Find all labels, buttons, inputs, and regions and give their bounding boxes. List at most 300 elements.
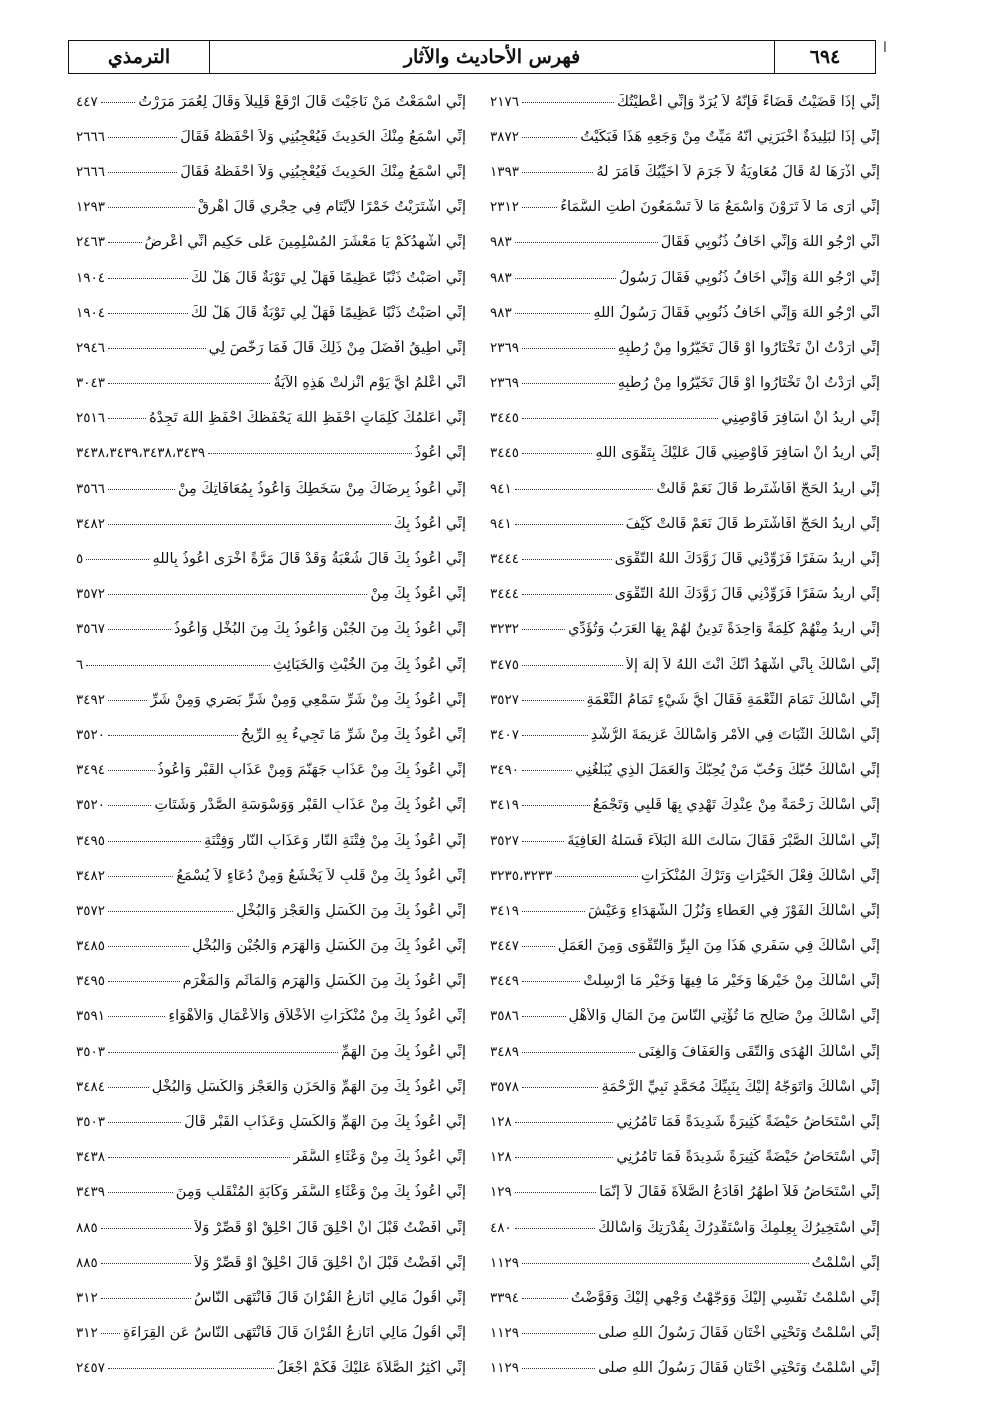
hadith-number: ٢٤٥٧ bbox=[76, 1360, 106, 1377]
dot-leader bbox=[108, 1156, 290, 1158]
index-entry bbox=[76, 471, 466, 506]
hadith-text: إِنِّي أُشْهِدُكُمْ يَا مَعْشَرَ الْمُسْلِمِينَ عَلَى حَكِيمٍ أَنِّي أَعْرِضُ bbox=[144, 234, 466, 251]
hadith-text: إِنِّي أُطِيقُ أَفْضَلَ مِنْ ذَلِكَ قَالَ فَمَا رَخَّصَ لِي bbox=[208, 339, 466, 356]
hadith-text: إِنِّي أَعُوذُ بِكَ مِنْ قَلْبٍ لاَ يَخْشَعُ وَمِنْ دُعَاءٍ لاَ يُسْمَعُ bbox=[176, 867, 466, 884]
dot-leader bbox=[101, 101, 136, 103]
index-entry bbox=[490, 1245, 880, 1280]
hadith-number: ٣٤١٩ bbox=[490, 797, 520, 814]
hadith-number: ٣٤٠٧ bbox=[490, 726, 520, 743]
index-entry bbox=[490, 119, 880, 154]
hadith-number: ٣٤٤٤ bbox=[490, 586, 520, 603]
index-entry bbox=[490, 893, 880, 928]
index-entry bbox=[76, 84, 466, 119]
dot-leader bbox=[108, 875, 173, 877]
dot-leader bbox=[108, 804, 151, 806]
index-entry bbox=[490, 1104, 880, 1139]
index-entry bbox=[76, 1034, 466, 1069]
hadith-number: ٣٥٧٢ bbox=[76, 586, 106, 603]
hadith-number: ١١٢٩ bbox=[490, 1360, 520, 1377]
hadith-text: إِنِّي أَعُوذُ بِكَ مِنَ الْكَسَلِ وَالْعَجْزِ وَالْبُخْلِ bbox=[236, 902, 466, 919]
hadith-text: إِنِّي أُرِيدُ سَفَرًا فَزَوِّدْنِي قَالَ زَوَّدَكَ اللهُ التَّقْوَى bbox=[614, 551, 880, 568]
dot-leader bbox=[86, 558, 149, 560]
hadith-number: ٣٤٣٨ bbox=[76, 1149, 106, 1166]
hadith-number: ٣٤٩٠ bbox=[490, 762, 520, 779]
dot-leader bbox=[522, 171, 593, 173]
dot-leader bbox=[108, 312, 188, 314]
dot-leader bbox=[101, 1262, 191, 1264]
hadith-text: إِنِّي أَفَضْتُ قَبْلَ أَنْ أَحْلِقَ قَالَ احْلِقْ أَوْ قَصِّرْ وَلاَ bbox=[194, 1254, 466, 1271]
hadith-number: ١٢٩٣ bbox=[76, 199, 106, 216]
dot-leader bbox=[522, 347, 615, 349]
hadith-text: إِنِّي أَصَبْتُ ذَنْبًا عَظِيمًا فَهَلْ لِي تَوْبَةٌ قَالَ هَلْ لَكَ bbox=[190, 304, 466, 321]
hadith-text: إِنِّي أُكْثِرُ الصَّلاَةَ عَلَيْكَ فَكَمْ أَجْعَلُ bbox=[276, 1360, 466, 1377]
dot-leader bbox=[108, 1191, 173, 1193]
index-title: فهرس الأحاديث والآثار bbox=[403, 46, 581, 68]
index-entry bbox=[76, 330, 466, 365]
dot-leader bbox=[515, 523, 623, 525]
hadith-number: ٣٤٤٧ bbox=[490, 938, 520, 955]
hadith-number: ٣٤٩٤ bbox=[76, 762, 106, 779]
dot-leader bbox=[522, 136, 577, 138]
index-entry bbox=[76, 401, 466, 436]
dot-leader bbox=[522, 1015, 566, 1017]
hadith-text: أَنِّي أَرْجُو اللهَ وَإِنِّي أَخَافُ ذُنُوبِي فَقَالَ رَسُولُ اللهِ bbox=[593, 304, 880, 321]
hadith-number: ٤٨٠ bbox=[490, 1219, 512, 1236]
hadith-number: ١٢٩ bbox=[490, 1184, 512, 1201]
index-entry bbox=[76, 647, 466, 682]
hadith-text: إِنِّي أُرِيدُ الْحَجَّ أَفَأَشْتَرِطُ قَالَ نَعَمْ قَالَتْ bbox=[656, 480, 880, 497]
hadith-number: ٣٤٣٩ bbox=[76, 1184, 106, 1201]
hadith-text: إِنِّي أُسْتَحَاضُ فَلاَ أَطْهُرُ أَفَأَدَعُ الصَّلاَةَ فَقَالَ لاَ إِنَّمَا bbox=[599, 1184, 880, 1201]
hadith-number: ١٢٨ bbox=[490, 1114, 512, 1131]
hadith-text: إِنِّي أَسْأَلُكَ بِأَنِّي أَشْهَدُ أَنَّكَ أَنْتَ اللهُ لاَ إِلَهَ إِلاَّ bbox=[625, 656, 880, 673]
index-entry bbox=[76, 506, 466, 541]
index-entry bbox=[76, 929, 466, 964]
dot-leader bbox=[101, 1227, 191, 1229]
index-entry bbox=[76, 753, 466, 788]
index-entry bbox=[490, 366, 880, 401]
dot-leader bbox=[108, 171, 177, 173]
hadith-number: ٨٨٥ bbox=[76, 1254, 98, 1271]
hadith-number: ٣٤٨٥ bbox=[76, 938, 106, 955]
dot-leader bbox=[522, 945, 555, 947]
hadith-text: إِنِّي أَعُوذُ بِكَ مِنْ وَعْثَاءِ السَّفَرِ bbox=[293, 1149, 466, 1166]
dot-leader bbox=[108, 769, 155, 771]
hadith-text: إِنِّي أُرِيدُ مِنْهُمْ كَلِمَةً وَاحِدَةً تَدِينُ لَهُمْ بِهَا الْعَرَبُ وَتُؤَدِّي bbox=[568, 621, 880, 638]
hadith-text: إِنِّي أَعُوذُ بِكَ مِنَ الْجُبْنِ وَأَعُوذُ بِكَ مِنَ الْبُخْلِ وَأَعُوذُ bbox=[173, 621, 466, 638]
dot-leader bbox=[522, 664, 623, 666]
index-entry bbox=[490, 1034, 880, 1069]
dot-leader bbox=[86, 664, 270, 666]
dot-leader bbox=[515, 1156, 614, 1158]
hadith-text: إِنِّي أَفَضْتُ قَبْلَ أَنْ أَحْلِقَ قَالَ احْلِقْ أَوْ قَصِّرْ وَلاَ bbox=[194, 1219, 466, 1236]
hadith-text: إِنِّي أَعُوذُ بِكَ مِنْ فِتْنَةِ النَّارِ وَعَذَابِ النَّارِ وَفِتْنَةِ bbox=[203, 832, 466, 849]
hadith-text: إِنِّي أَعُوذُ بِكَ مِنْ عَذَابِ جَهَنَّمَ وَمِنْ عَذَابِ الْقَبْرِ وَأَعُوذُ bbox=[157, 762, 466, 779]
dot-leader bbox=[108, 523, 391, 525]
hadith-text: إِنِّي أَسْلَمْتُ نَفْسِي إِلَيْكَ وَوَجَّهْتُ وَجْهِي إِلَيْكَ وَفَوَّضْتُ bbox=[570, 1289, 880, 1306]
dot-leader bbox=[522, 769, 572, 771]
index-entry bbox=[490, 823, 880, 858]
index-entry bbox=[76, 190, 466, 225]
index-entry bbox=[76, 260, 466, 295]
index-entry bbox=[490, 154, 880, 189]
index-entry bbox=[490, 330, 880, 365]
hadith-text: أَنِّي أَعْلَمُ أَيَّ يَوْمٍ أُنْزِلَتْ هَذِهِ الآيَةُ bbox=[273, 375, 466, 392]
hadith-number: ٣٤٤٤ bbox=[490, 551, 520, 568]
hadith-text: إِنِّي أَذْرَهَا لَهُ قَالَ مُعَاوِيَةُ لاَ جَرَمَ لاَ أُخَيِّبُكَ فَأَمَرَ لَهُ bbox=[596, 163, 880, 180]
hadith-number: ٣٥٢٧ bbox=[490, 832, 520, 849]
hadith-number: ٣١٢ bbox=[76, 1325, 98, 1342]
hadith-text: إِنِّي أَعُوذُ بِكَ مِنَ الْكَسَلِ وَالْهَرَمِ وَالْجُبْنِ وَالْبُخْلِ bbox=[192, 938, 466, 955]
hadith-number: ٣٥٠٣ bbox=[76, 1043, 106, 1060]
hadith-number: ٣٤٩٥ bbox=[76, 973, 106, 990]
hadith-number: ٣٢٣٢ bbox=[490, 621, 520, 638]
dot-leader bbox=[522, 699, 584, 701]
hadith-text: إِنِّي أَصَبْتُ ذَنْبًا عَظِيمًا فَهَلْ لِي تَوْبَةٌ قَالَ هَلْ لَكَ bbox=[190, 269, 466, 286]
index-entry bbox=[76, 154, 466, 189]
hadith-text: إِنِّي أَرَدْتُ أَنْ تَخْتَارُوا أَوْ قَالَ تَخَيَّرُوا مِنْ رُطَبِهِ bbox=[617, 339, 880, 356]
hadith-number: ٦ bbox=[76, 656, 84, 673]
index-entry bbox=[490, 436, 880, 471]
hadith-text: إِنِّي أَعُوذُ بِكَ مِنَ الْكَسَلِ وَالْهَرَمِ وَالْمَأْثَمِ وَالْمَغْرَمِ bbox=[182, 973, 466, 990]
index-entry bbox=[76, 612, 466, 647]
dot-leader bbox=[108, 593, 367, 595]
hadith-text: إِنِّي أَعُوذُ بِكَ مِنْ شَرِّ مَا تَجِيءُ بِهِ الرِّيحُ bbox=[241, 726, 466, 743]
index-entry bbox=[490, 190, 880, 225]
index-entry bbox=[76, 788, 466, 823]
hadith-number: ٣٣٩٤ bbox=[490, 1289, 520, 1306]
hadith-number: ٩٨٣ bbox=[490, 269, 512, 286]
hadith-number: ٩٨٣ bbox=[490, 304, 512, 321]
hadith-text: إِنِّي أَسْمَعُ مِنْكَ الْحَدِيثَ فَيُعْجِبُنِي وَلاَ أَحْفَظُهُ فَقَالَ bbox=[180, 128, 466, 145]
dot-leader bbox=[108, 945, 189, 947]
index-entry bbox=[76, 577, 466, 612]
hadith-number: ٢٣١٢ bbox=[490, 199, 520, 216]
hadith-text: إِنِّي أُعَلِّمُكَ كَلِمَاتٍ احْفَظِ اللهَ يَحْفَظْكَ احْفَظِ اللهَ تَجِدْهُ bbox=[149, 410, 466, 427]
hadith-number: ٤٤٧ bbox=[76, 93, 98, 110]
hadith-number: ٢٦٦٦ bbox=[76, 128, 106, 145]
dot-leader bbox=[108, 136, 177, 138]
index-entry bbox=[490, 1069, 880, 1104]
index-column-right bbox=[478, 84, 880, 1384]
dot-leader bbox=[522, 417, 718, 419]
hadith-number: ١١٢٩ bbox=[490, 1325, 520, 1342]
hadith-number: ٢٩٤٦ bbox=[76, 339, 106, 356]
dot-leader bbox=[522, 1262, 809, 1264]
index-columns bbox=[76, 84, 880, 1384]
dot-leader bbox=[108, 1015, 165, 1017]
hadith-text: إِنِّي أَقُولُ مَالِي أُنَازِعُ الْقُرْآنَ قَالَ فَانْتَهَى النَّاسُ bbox=[193, 1289, 466, 1306]
dot-leader bbox=[522, 1332, 595, 1334]
index-entry bbox=[490, 929, 880, 964]
index-entry bbox=[76, 119, 466, 154]
index-entry bbox=[490, 682, 880, 717]
index-entry bbox=[490, 260, 880, 295]
hadith-text: إِنِّي أَسْأَلُكَ فِي سَفَرِي هَذَا مِنَ الْبِرِّ وَالتَّقْوَى وَمِنَ الْعَمَلِ bbox=[557, 938, 880, 955]
dot-leader bbox=[108, 910, 233, 912]
dot-leader bbox=[101, 1297, 191, 1299]
hadith-number: ١١٢٩ bbox=[490, 1254, 520, 1271]
dot-leader bbox=[108, 1051, 338, 1053]
hadith-number: ٣٥٦٦ bbox=[76, 480, 106, 497]
hadith-text: إِنِّي أَعُوذُ بِكَ مِنَ الْهَمِّ وَالْحَزَنِ وَالْعَجْزِ وَالْكَسَلِ وَالْبُخْلِ bbox=[151, 1078, 466, 1095]
index-entry bbox=[76, 964, 466, 999]
hadith-number: ٢٣٦٩ bbox=[490, 375, 520, 392]
dot-leader bbox=[108, 628, 171, 630]
index-entry bbox=[490, 999, 880, 1034]
index-entry bbox=[490, 401, 880, 436]
hadith-text: إِنِّي أَسْلَمْتُ وَتَحْتِي أُخْتَانِ فَقَالَ رَسُولُ اللهِ صلى bbox=[598, 1325, 880, 1342]
index-entry bbox=[490, 717, 880, 752]
hadith-number: ٣٤٤٥ bbox=[490, 445, 520, 462]
hadith-number: ٣٤٨٩ bbox=[490, 1043, 520, 1060]
hadith-number: ٣٨٧٢ bbox=[490, 128, 520, 145]
hadith-text: إِنِّي أَعُوذُ bbox=[414, 445, 466, 462]
dot-leader bbox=[522, 206, 557, 208]
dot-leader bbox=[522, 558, 612, 560]
hadith-number: ١٩٠٤ bbox=[76, 304, 106, 321]
index-entry bbox=[490, 1175, 880, 1210]
dot-leader bbox=[108, 840, 201, 842]
index-entry bbox=[490, 295, 880, 330]
dot-leader bbox=[522, 910, 585, 912]
dot-leader bbox=[515, 312, 591, 314]
hadith-number: ٣٥٧٢ bbox=[76, 902, 106, 919]
dot-leader bbox=[108, 277, 188, 279]
hadith-text: إِنِّي أَسْمَعُ مِنْكَ الْحَدِيثَ فَيُعْجِبُنِي وَلاَ أَحْفَظُهُ فَقَالَ bbox=[180, 163, 466, 180]
hadith-number: ٣٤٨٢ bbox=[76, 867, 106, 884]
hadith-text: إِنِّي أَسْلَمْتُ bbox=[811, 1254, 880, 1271]
hadith-number: ٢١٧٦ bbox=[490, 93, 520, 110]
dot-leader bbox=[108, 1086, 149, 1088]
hadith-number: ٥ bbox=[76, 551, 84, 568]
hadith-number: ٣٥٦٧ bbox=[76, 621, 106, 638]
hadith-number: ٢٤٦٣ bbox=[76, 234, 106, 251]
hadith-number: ١٣٩٣ bbox=[490, 163, 520, 180]
hadith-text: إِنِّي أَسْأَلُكَ حُبَّكَ وَحُبَّ مَنْ يُحِبُّكَ وَالْعَمَلَ الَّذِي يُبَلِّغُنِي bbox=[575, 762, 880, 779]
hadith-number: ٣٥٢٠ bbox=[76, 797, 106, 814]
hadith-text: إِنِّي أَسْأَلُكَ الْفَوْزَ فِي الْعَطَاءِ وَنُزُلَ الشُّهَدَاءِ وَعَيْشَ bbox=[587, 902, 880, 919]
hadith-text: إِنِّي أَقُولُ مَالِي أُنَازِعُ الْقُرْآنَ قَالَ فَانْتَهَى النَّاسُ عَنِ الْقِرَاءَةِ bbox=[122, 1325, 466, 1342]
index-entry bbox=[76, 1175, 466, 1210]
hadith-number: ٣٥٠٣ bbox=[76, 1114, 106, 1131]
hadith-text: إِنِّي أَرْجُو اللهَ وَإِنِّي أَخَافُ ذُنُوبِي فَقَالَ رَسُولُ bbox=[618, 269, 880, 286]
index-entry bbox=[76, 1140, 466, 1175]
hadith-text: إِنِّي أَرَدْتُ أَنْ تَخْتَارُوا أَوْ قَالَ تَخَيَّرُوا مِنْ رُطَبِهِ bbox=[617, 375, 880, 392]
index-entry bbox=[490, 1351, 880, 1386]
hadith-number: ٣٥٩١ bbox=[76, 1008, 106, 1025]
dot-leader bbox=[515, 277, 616, 279]
dot-leader bbox=[515, 488, 654, 490]
index-entry bbox=[490, 506, 880, 541]
dot-leader bbox=[208, 452, 412, 454]
index-entry bbox=[490, 858, 880, 893]
hadith-text: إِنِّي أُسْتَحَاضُ حَيْضَةً كَثِيرَةً شَدِيدَةً فَمَا تَأْمُرُنِي bbox=[616, 1114, 880, 1131]
hadith-number: ٩٤١ bbox=[490, 480, 512, 497]
index-entry bbox=[490, 753, 880, 788]
hadith-number: ٣٤٣٨،٣٤٣٩،٣٤٣٨،٣٤٣٩ bbox=[76, 445, 206, 462]
hadith-text: إِنِّي أَعُوذُ بِكَ مِنْ شَرِّ سَمْعِي وَمِنْ شَرِّ بَصَرِي وَمِنْ شَرِّ bbox=[150, 691, 466, 708]
hadith-text: إِنِّي أَسْأَلُكَ رَحْمَةً مِنْ عِنْدِكَ تَهْدِي بِهَا قَلْبِي وَتَجْمَعُ bbox=[592, 797, 880, 814]
page-number: ٦٩٤ bbox=[774, 41, 875, 73]
dot-leader bbox=[515, 241, 658, 243]
hadith-text: إِنِّي أَسْتَخِيرُكَ بِعِلْمِكَ وَأَسْتَقْدِرُكَ بِقُدْرَتِكَ وَأَسْأَلُكَ bbox=[598, 1219, 880, 1236]
hadith-text: إِنِّي أَسْأَلُكَ فِعْلَ الْخَيْرَاتِ وَتَرْكَ الْمُنْكَرَاتِ bbox=[640, 867, 880, 884]
dot-leader bbox=[108, 206, 195, 208]
hadith-text: إِنِّي أَسْأَلُكَ مِنْ خَيْرِهَا وَخَيْرِ مَا فِيهَا وَخَيْرِ مَا أُرْسِلَتْ bbox=[583, 973, 880, 990]
dot-leader bbox=[522, 1086, 598, 1088]
index-entry bbox=[490, 84, 880, 119]
dot-leader bbox=[522, 101, 614, 103]
index-entry bbox=[76, 858, 466, 893]
hadith-number: ٢٣٦٩ bbox=[490, 339, 520, 356]
hadith-text: إِنِّي إِذَا قَضَيْتُ قَضَاءً فَإِنَّهُ لاَ يُرَدُّ وَإِنِّي أَعْطَيْتُكَ bbox=[616, 93, 880, 110]
dot-leader bbox=[522, 593, 612, 595]
index-entry bbox=[76, 436, 466, 471]
hadith-text: إِنِّي أَسْأَلُكَ الصَّبْرَ فَقَالَ سَأَلْتَ اللهَ الْبَلاَءَ فَسَلْهُ الْعَافِيَةَ bbox=[567, 832, 880, 849]
index-entry bbox=[76, 366, 466, 401]
dot-leader bbox=[108, 241, 142, 243]
dot-leader bbox=[108, 1367, 274, 1369]
hadith-number: ٩٨٣ bbox=[490, 234, 512, 251]
index-entry bbox=[76, 1245, 466, 1280]
index-entry bbox=[76, 295, 466, 330]
index-entry bbox=[490, 225, 880, 260]
hadith-text: إِنِّي أَسْلَمْتُ وَتَحْتِي أُخْتَانِ فَقَالَ رَسُولُ اللهِ صلى bbox=[598, 1360, 880, 1377]
dot-leader bbox=[101, 1332, 120, 1334]
index-entry bbox=[76, 823, 466, 858]
index-entry bbox=[490, 612, 880, 647]
hadith-text: إِنِّي أَسْأَلُكَ الْهُدَى وَالتُّقَى وَالْعَفَافَ وَالْغِنَى bbox=[638, 1043, 880, 1060]
hadith-text: إِنِّي أَعُوذُ بِكَ bbox=[393, 515, 466, 532]
hadith-number: ٢٦٦٦ bbox=[76, 163, 106, 180]
hadith-number: ٣٤٧٥ bbox=[490, 656, 520, 673]
dot-leader bbox=[108, 347, 206, 349]
hadith-text: إِنِّي أَسْأَلُكَ مِنْ صَالِحِ مَا تُؤْتِي النَّاسَ مِنَ الْمَالِ وَالأَهْلِ bbox=[568, 1008, 880, 1025]
hadith-number: ٣٥٢٧ bbox=[490, 691, 520, 708]
hadith-text: إِنِّي أُسْتَحَاضُ حَيْضَةً كَثِيرَةً شَدِيدَةً فَمَا تَأْمُرُنِي bbox=[616, 1149, 880, 1166]
hadith-number: ٢٥١٦ bbox=[76, 410, 106, 427]
dot-leader bbox=[522, 840, 564, 842]
dot-leader bbox=[522, 804, 590, 806]
hadith-number: ٣٤٩٢ bbox=[76, 691, 106, 708]
hadith-text: إِنِّي أَسْأَلُكَ وَأَتَوَجَّهُ إِلَيْكَ بِنَبِيِّكَ مُحَمَّدٍ نَبِيِّ الرَّحْمَةِ bbox=[601, 1078, 880, 1095]
dot-leader bbox=[108, 1121, 181, 1123]
dot-leader bbox=[515, 1191, 596, 1193]
index-entry bbox=[76, 1316, 466, 1351]
page-header bbox=[68, 40, 876, 74]
index-entry bbox=[76, 682, 466, 717]
index-entry bbox=[76, 893, 466, 928]
index-entry bbox=[76, 1280, 466, 1315]
hadith-text: إِنِّي أَعُوذُ بِكَ مِنْ مُنْكَرَاتِ الأَخْلاَقِ وَالأَعْمَالِ وَالأَهْوَاءِ bbox=[168, 1008, 466, 1025]
dot-leader bbox=[108, 488, 175, 490]
hadith-text: إِنِّي أَسْمَعْتُ مَنْ نَاجَيْتَ قَالَ ارْفَعْ قَلِيلاً وَقَالَ لِعُمَرَ مَرَرْتُ bbox=[138, 93, 466, 110]
dot-leader bbox=[522, 628, 565, 630]
hadith-number: ٣٥٨٦ bbox=[490, 1008, 520, 1025]
dot-leader bbox=[515, 1121, 614, 1123]
dot-leader bbox=[108, 382, 270, 384]
dot-leader bbox=[522, 734, 588, 736]
hadith-text: إِنِّي أَعُوذُ بِرِضَاكَ مِنْ سَخَطِكَ وَأَعُوذُ بِمُعَافَاتِكَ مِنْ bbox=[177, 480, 466, 497]
dot-leader bbox=[108, 734, 238, 736]
hadith-number: ٣٤١٩ bbox=[490, 902, 520, 919]
index-entry bbox=[490, 1280, 880, 1315]
hadith-text: إِنِّي أَعُوذُ بِكَ مِنَ الْخُبْثِ وَالْخَبَائِثِ bbox=[272, 656, 466, 673]
index-entry bbox=[76, 1210, 466, 1245]
hadith-text: إِنِّي أُرِيدُ سَفَرًا فَزَوِّدْنِي قَالَ زَوَّدَكَ اللهُ التَّقْوَى bbox=[614, 586, 880, 603]
hadith-text: إِنِّي أَعُوذُ بِكَ مِنْ عَذَابِ الْقَبْرِ وَوَسْوَسَةِ الصَّدْرِ وَشَتَاتِ bbox=[154, 797, 466, 814]
hadith-number: ٨٨٥ bbox=[76, 1219, 98, 1236]
hadith-number: ٣٤٩٥ bbox=[76, 832, 106, 849]
hadith-number: ٣٤٨٢ bbox=[76, 515, 106, 532]
dot-leader bbox=[108, 980, 180, 982]
dot-leader bbox=[522, 980, 580, 982]
hadith-text: إِنِّي إِذَا لَبَلِيدَةٌ أَخْبَرَنِي أَنَّهُ مَيِّتٌ مِنْ وَجَعِهِ هَذَا فَبَكَيْتُ bbox=[580, 128, 880, 145]
index-entry bbox=[490, 964, 880, 999]
index-entry bbox=[490, 1140, 880, 1175]
hadith-number: ٣٤٤٥ bbox=[490, 410, 520, 427]
hadith-text: إِنِّي أَسْأَلُكَ تَمَامَ النِّعْمَةِ فَقَالَ أَيُّ شَيْءٍ تَمَامُ النِّعْمَةِ bbox=[586, 691, 880, 708]
hadith-number: ١٩٠٤ bbox=[76, 269, 106, 286]
dot-leader bbox=[108, 417, 146, 419]
index-entry bbox=[76, 1351, 466, 1386]
index-entry bbox=[76, 717, 466, 752]
hadith-text: أَنِّي أَرْجُو اللهَ وَإِنِّي أَخَافُ ذُنُوبِي فَقَالَ bbox=[660, 234, 880, 251]
hadith-number: ٣٥٢٠ bbox=[76, 726, 106, 743]
index-entry bbox=[490, 541, 880, 576]
hadith-number: ٣٢٣٥،٣٢٣٣ bbox=[490, 867, 553, 884]
index-entry bbox=[76, 1069, 466, 1104]
index-entry bbox=[76, 999, 466, 1034]
hadith-text: إِنِّي أُرِيدُ الْحَجَّ أَفَأَشْتَرِطُ قَالَ نَعَمْ قَالَتْ كَيْفَ bbox=[625, 515, 880, 532]
dot-leader bbox=[522, 452, 592, 454]
hadith-text: إِنِّي أُرِيدُ أَنْ أُسَافِرَ فَأَوْصِنِي bbox=[721, 410, 880, 427]
index-entry bbox=[76, 225, 466, 260]
dot-leader bbox=[522, 1367, 595, 1369]
hadith-text: إِنِّي أَسْأَلُكَ الثَّبَاتَ فِي الأَمْرِ وَأَسْأَلُكَ عَزِيمَةَ الرُّشْدِ bbox=[590, 726, 880, 743]
hadith-text: إِنِّي أَرَى مَا لاَ تَرَوْنَ وَأَسْمَعُ مَا لاَ تَسْمَعُونَ أَطَّتِ السَّمَاءُ bbox=[560, 199, 880, 216]
dot-leader bbox=[515, 1227, 595, 1229]
hadith-number: ٩٤١ bbox=[490, 515, 512, 532]
hadith-text: إِنِّي أَعُوذُ بِكَ مِنْ bbox=[370, 586, 466, 603]
index-entry bbox=[490, 577, 880, 612]
index-entry bbox=[490, 1316, 880, 1351]
margin-mark: ا bbox=[883, 40, 887, 56]
dot-leader bbox=[522, 382, 615, 384]
index-entry bbox=[490, 1210, 880, 1245]
hadith-text: إِنِّي أَعُوذُ بِكَ مِنَ الْهَمِّ bbox=[340, 1043, 466, 1060]
index-entry bbox=[490, 471, 880, 506]
index-entry bbox=[76, 541, 466, 576]
index-entry bbox=[490, 788, 880, 823]
hadith-number: ٣٠٤٣ bbox=[76, 375, 106, 392]
hadith-text: إِنِّي أُرِيدُ أَنْ أُسَافِرَ فَأَوْصِنِي قَالَ عَلَيْكَ بِتَقْوَى اللهِ bbox=[595, 445, 880, 462]
hadith-text: إِنِّي اشْتَرَيْتُ خَمْرًا لأَيْتَامٍ فِي حِجْرِي قَالَ أَهْرِقْ bbox=[197, 199, 466, 216]
index-entry bbox=[76, 1104, 466, 1139]
hadith-number: ٣٤٤٩ bbox=[490, 973, 520, 990]
index-entry bbox=[490, 647, 880, 682]
hadith-text: إِنِّي أَعُوذُ بِكَ مِنْ وَعْثَاءِ السَّفَرِ وَكَآبَةِ الْمُنْقَلَبِ وَمِنَ bbox=[175, 1184, 466, 1201]
hadith-number: ١٢٨ bbox=[490, 1149, 512, 1166]
dot-leader bbox=[108, 699, 147, 701]
section-title: الترمذي bbox=[69, 41, 210, 73]
hadith-number: ٣١٢ bbox=[76, 1289, 98, 1306]
hadith-number: ٣٤٨٤ bbox=[76, 1078, 106, 1095]
dot-leader bbox=[522, 1297, 568, 1299]
index-column-left bbox=[76, 84, 478, 1384]
dot-leader bbox=[522, 1051, 635, 1053]
